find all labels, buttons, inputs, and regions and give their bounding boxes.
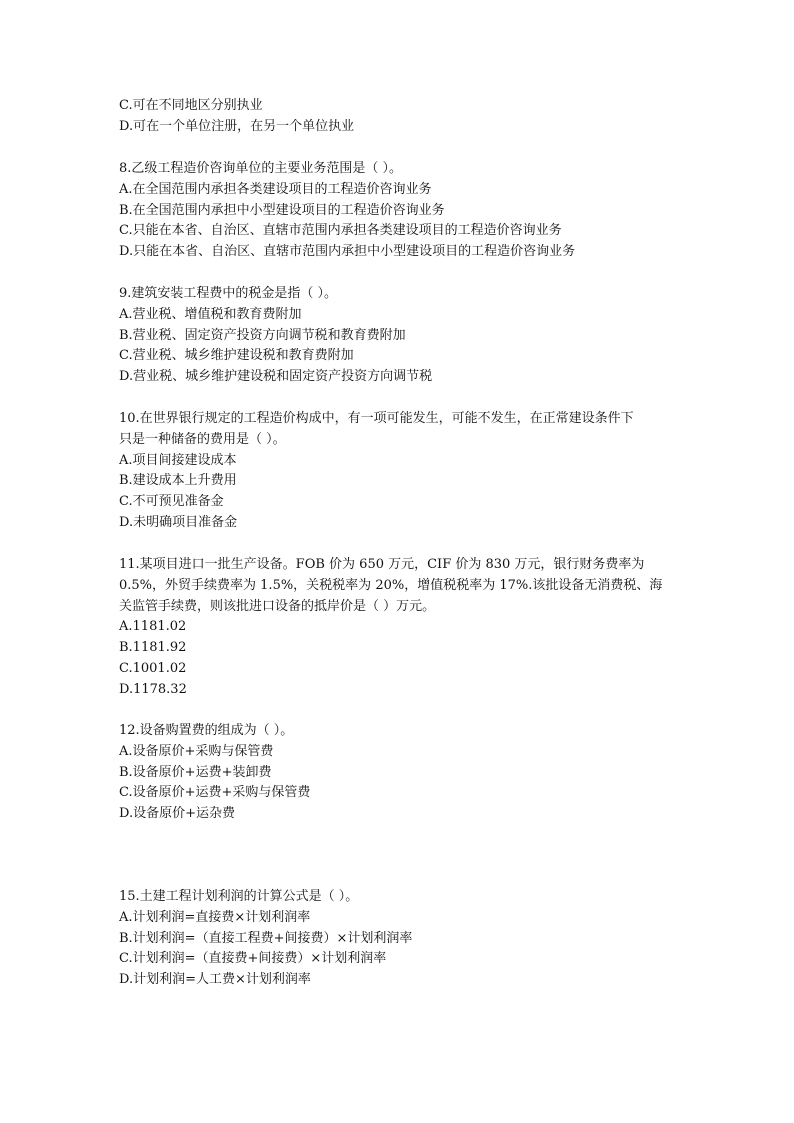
option-d: D.营业税、城乡维护建设税和固定资产投资方向调节税 <box>119 369 433 385</box>
option-d: D.设备原价+运杂费 <box>119 806 235 822</box>
option-c: C.可在不同地区分别执业 <box>119 98 263 113</box>
question-12 <box>119 721 679 825</box>
option-c: C.计划利润=（直接费+间接费）×计划利润率 <box>119 951 387 967</box>
option-b: B.1181.92 <box>119 640 187 656</box>
option-d: D.可在一个单位注册，在另一个单位执业 <box>119 118 355 134</box>
option-d: D.未明确项目准备金 <box>119 514 238 530</box>
question-9-stem: 9.建筑安装工程费中的税金是指（ ）。 <box>119 286 338 301</box>
option-c: C.营业税、城乡维护建设税和教育费附加 <box>119 348 354 364</box>
option-c: C.只能在本省、自治区、直辖市范围内承担各类建设项目的工程造价咨询业务 <box>119 223 562 239</box>
option-c: C.设备原价+运费+采购与保管费 <box>119 785 311 801</box>
question-15-stem: 15.土建工程计划利润的计算公式是（ ）。 <box>119 889 359 904</box>
option-c: C.1001.02 <box>119 660 187 676</box>
question-10-stem-line-2: 只是一种储备的费用是（ ）。 <box>119 431 286 447</box>
option-d: D.只能在本省、自治区、直辖市范围内承担中小型建设项目的工程造价咨询业务 <box>119 244 576 260</box>
option-b: B.设备原价+运费+装卸费 <box>119 764 272 780</box>
question-9 <box>119 284 679 388</box>
option-a: A.1181.02 <box>119 619 187 635</box>
option-b: B.计划利润=（直接工程费+间接费）×计划利润率 <box>119 930 413 946</box>
option-a: A.项目间接建设成本 <box>119 452 237 468</box>
question-11-stem-line-3: 关监管手续费，则该批进口设备的抵岸价是（ ）万元。 <box>119 598 436 614</box>
option-c: C.不可预见准备金 <box>119 494 224 510</box>
question-11 <box>119 555 679 701</box>
question-7-continued <box>119 96 679 138</box>
question-10 <box>119 409 679 534</box>
option-b: B.在全国范围内承担中小型建设项目的工程造价咨询业务 <box>119 202 445 218</box>
option-d: D.计划利润=人工费×计划利润率 <box>119 972 311 988</box>
option-d: D.1178.32 <box>119 681 187 697</box>
option-a: A.在全国范围内承担各类建设项目的工程造价咨询业务 <box>119 181 432 197</box>
question-11-stem-line-1: 11.某项目进口一批生产设备。FOB 价为 650 万元，CIF 价为 830 万元，银行财务费率为 <box>119 557 645 572</box>
option-a: A.计划利润=直接费×计划利润率 <box>119 909 311 925</box>
question-10-stem-line-1: 10.在世界银行规定的工程造价构成中，有一项可能发生，可能不发生，在正常建设条件下 <box>119 411 634 426</box>
option-b: B.营业税、固定资产投资方向调节税和教育费附加 <box>119 327 406 343</box>
question-15 <box>119 887 679 991</box>
option-b: B.建设成本上升费用 <box>119 473 237 489</box>
option-a: A.营业税、增值税和教育费附加 <box>119 306 302 322</box>
question-11-stem-line-2: 0.5%，外贸手续费率为 1.5%，关税税率为 20%，增值税税率为 17%.该批设备无消费税、海 <box>119 577 663 593</box>
question-8-stem: 8.乙级工程造价咨询单位的主要业务范围是（ ）。 <box>119 161 403 176</box>
question-8 <box>119 159 679 263</box>
option-a: A.设备原价+采购与保管费 <box>119 743 274 759</box>
question-12-stem: 12.设备购置费的组成为（ ）。 <box>119 723 294 738</box>
